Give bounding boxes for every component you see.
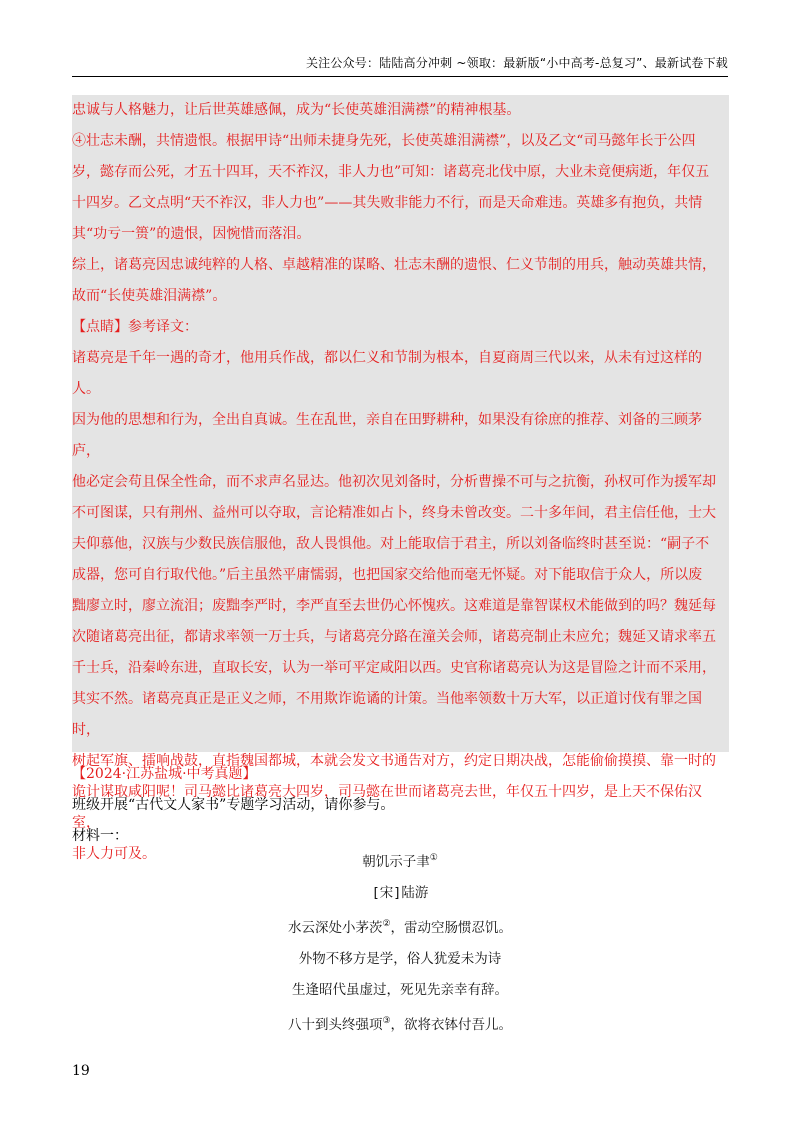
translation-line: 不可图谋，只有荆州、益州可以夺取，言论精准如占卜，终身未曾改变。二十多年间，君主信任他，士大: [72, 505, 716, 521]
poem-line: [0, 944, 800, 975]
poem-line-tail: ，欲将衣钵付吾儿。: [390, 1017, 513, 1033]
source-tag: 【2024·江苏盐城·中考真题】: [72, 766, 257, 782]
answer-line: 综上，诸葛亮因忠诚纯粹的人格、卓越精准的谋略、壮志未酬的遗恨、仁义节制的用兵，触动英雄共情，: [72, 257, 716, 273]
poem-title-line: [0, 843, 800, 878]
answer-line: 故而“长使英雄泪满襟”。: [72, 288, 227, 304]
answer-analysis-block: [72, 95, 729, 870]
poem-title: 朝饥示子聿: [362, 854, 430, 870]
header-divider: [72, 76, 728, 77]
translation-line: 诸葛亮是千年一遇的奇才，他用兵作战，都以仁义和节制为根本，自夏商周三代以来，从未有过这样的人。: [72, 350, 702, 397]
poem-line: [0, 909, 800, 944]
poem: [0, 843, 800, 1041]
poem-line-text: 水云深处小茅茨: [287, 920, 383, 936]
poem-line-tail: ，雷动空肠惯忍饥。: [390, 920, 513, 936]
translation-line: 成器，您可自行取代他。”后主虽然平庸懦弱，也把国家交给他而毫无怀疑。对下能取信于众人，所以废: [72, 567, 703, 583]
page-header: 关注公众号：陆陆高分冲刺 ~领取：最新版“小中高考-总复习”、最新试卷下载: [305, 56, 728, 70]
translation-line: 次随诸葛亮出征，都请求率领一万士兵，与诸葛亮分路在潼关会师，诸葛亮制止未应允；魏延又请求率五: [72, 629, 716, 645]
answer-line: 十四岁。乙文点明“天不祚汉，非人力也”——其失败非能力不行，而是天命难违。英雄多有抱负，共情: [72, 195, 703, 211]
translation-line: 非人力可及。: [72, 846, 156, 862]
page-number: 19: [72, 1063, 90, 1079]
translation-line: 黜廖立时，廖立流泪；废黜李严时，李严直至去世仍心怀愧疚。这难道是靠智谋权术能做到的吗？魏延每: [72, 598, 716, 614]
poem-line-text: 生逢昭代虽虚过，死见先亲幸有辞。: [292, 982, 508, 998]
poem-line-text: 外物不移方是学，俗人犹爱未为诗: [298, 951, 502, 967]
footnote-marker: ①: [429, 853, 438, 863]
material-label: 材料一：: [72, 828, 128, 844]
dianjing-heading: 【点睛】参考译文：: [72, 319, 198, 335]
translation-line: 其实不然。诸葛亮真正是正义之师，不用欺诈诡谲的计策。当他率领数十万大军，以正道讨伐有罪之国时，: [72, 691, 702, 738]
answer-line: 忠诚与人格魅力，让后世英雄感佩，成为“长使英雄泪满襟”的精神根基。: [72, 102, 521, 118]
poem-author: [宋]陆游: [371, 885, 429, 901]
footnote-marker: ②: [382, 919, 391, 929]
poem-line: [0, 1006, 800, 1041]
question-intro: 班级开展“古代文人家书”专题学习活动，请你参与。: [72, 797, 395, 813]
answer-line: ④壮志未酬，共情遗恨。根据甲诗“出师未捷身先死，长使英雄泪满襟”，以及乙文“司马懿年长于公四: [72, 133, 696, 149]
translation-line: 因为他的思想和行为，全出自真诚。生在乱世，亲自在田野耕种，如果没有徐庶的推荐、刘备的三顾茅庐，: [72, 412, 702, 459]
translation-line: 他必定会苟且保全性命，而不求声名显达。他初次见刘备时，分析曹操不可与之抗衡，孙权可作为援军却: [72, 474, 716, 490]
translation-line: 树起军旗、擂响战鼓，直指魏国都城，本就会发文书通告对方，约定日期决战，怎能偷偷摸摸、靠一时的: [72, 753, 716, 769]
poem-line: [0, 975, 800, 1006]
poem-line-text: 八十到头终强项: [287, 1017, 383, 1033]
answer-line: 岁，懿存而公死，才五十四耳，天不祚汉，非人力也”可知：诸葛亮北伐中原，大业未竟便病逝，年仅五: [72, 164, 710, 180]
question-block: [72, 759, 729, 852]
answer-line: 其“功亏一篑”的遗恨，因惋惜而落泪。: [72, 226, 311, 242]
translation-line: 夫仰慕他，汉族与少数民族信服他，敌人畏惧他。对上能取信于君主，所以刘备临终时甚至说：“嗣子不: [72, 536, 710, 552]
translation-line: 诡计谋取咸阳呢！司马懿比诸葛亮大四岁，司马懿在世而诸葛亮去世，年仅五十四岁，是上天不保佑汉室，: [72, 784, 702, 831]
translation-line: 千士兵，沿秦岭东进，直取长安，认为一举可平定咸阳以西。史官称诸葛亮认为这是冒险之计而不采用，: [72, 660, 716, 676]
footnote-marker: ③: [382, 1016, 391, 1026]
